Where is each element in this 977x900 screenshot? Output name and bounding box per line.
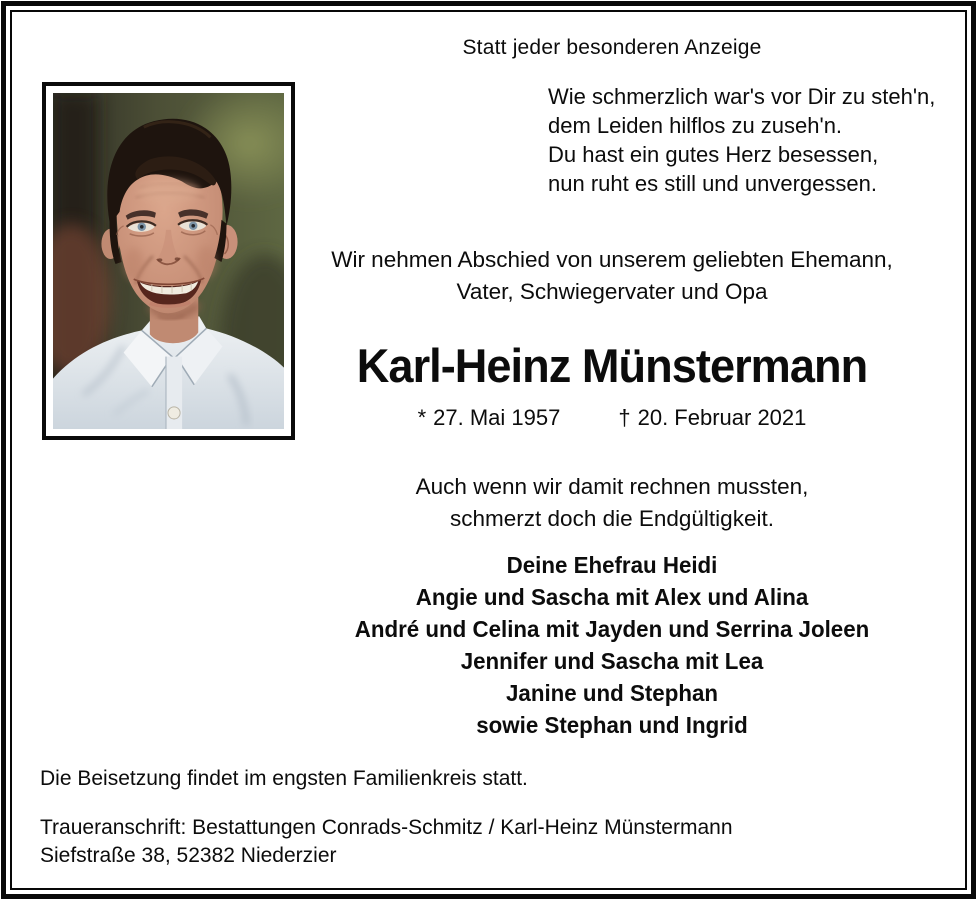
birth-date [418, 405, 561, 431]
died-symbol: † [618, 405, 631, 430]
mourning-address-line: Traueranschrift: Bestattungen Conrads-Schmitz / Karl-Heinz Münstermann [40, 816, 733, 839]
mourner-line: Angie und Sascha mit Alex und Alina [415, 584, 809, 610]
deceased-name: Karl-Heinz Münstermann [356, 339, 868, 392]
poem-line: Du hast ein gutes Herz besessen, [548, 142, 879, 167]
poem-line: nun ruht es still und unvergessen. [548, 171, 877, 196]
mourner-line: sowie Stephan und Ingrid [476, 712, 748, 738]
death-date-text: 20. Februar 2021 [637, 405, 807, 430]
consolation-text [282, 471, 942, 535]
mourners-list [234, 549, 977, 741]
portrait-photo [53, 93, 284, 429]
mourner-line: Janine und Stephan [506, 680, 718, 706]
poem-line: Wie schmerzlich war's vor Dir zu steh'n, [548, 84, 936, 109]
mourner-line: André und Celina mit Jayden und Serrina Joleen [354, 616, 870, 642]
death-date [618, 405, 806, 431]
mourning-address-line: Siefstraße 38, 52382 Niederzier [40, 844, 337, 867]
mourner-line: Deine Ehefrau Heidi [506, 552, 718, 578]
life-dates [282, 405, 942, 431]
birth-date-text: 27. Mai 1957 [433, 405, 561, 430]
farewell-intro-line: Wir nehmen Abschied von unserem geliebten Ehemann, [331, 247, 893, 272]
consolation-line: Auch wenn wir damit rechnen mussten, [415, 474, 809, 499]
poem-line: dem Leiden hilflos zu zuseh'n. [548, 113, 843, 138]
funeral-note: Die Beisetzung findet im engsten Familienkreis statt. [40, 767, 528, 790]
memorial-poem [548, 82, 935, 198]
portrait-photo-frame [42, 82, 295, 440]
pre-header: Statt jeder besonderen Anzeige [462, 36, 762, 59]
consolation-line: schmerzt doch die Endgültigkeit. [450, 506, 774, 531]
mourning-address [40, 814, 733, 870]
farewell-intro-line: Vater, Schwiegervater und Opa [456, 279, 768, 304]
farewell-intro [282, 244, 942, 308]
born-symbol: * [417, 405, 427, 430]
mourner-line: Jennifer und Sascha mit Lea [460, 648, 764, 674]
